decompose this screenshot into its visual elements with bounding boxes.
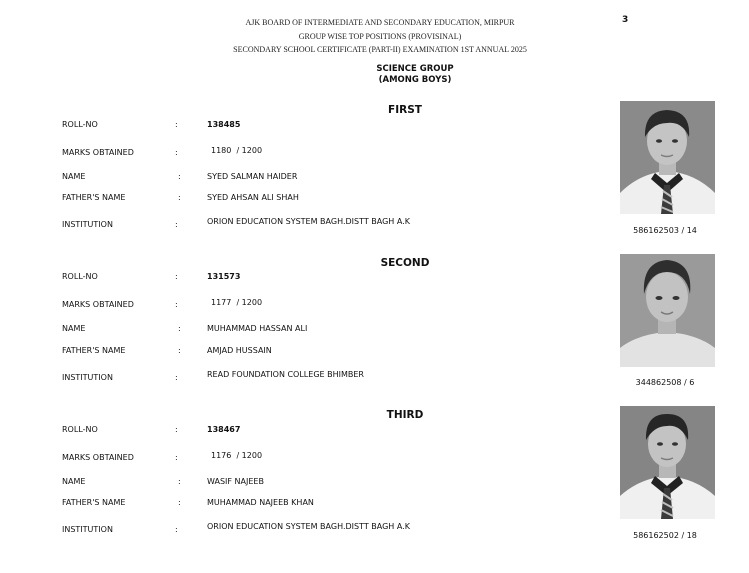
photo-caption: 586162503 / 14: [633, 226, 697, 235]
institution-value: ORION EDUCATION SYSTEM BAGH.DISTT BAGH A.K: [207, 522, 410, 531]
board-title: AJK BOARD OF INTERMEDIATE AND SECONDARY EDUCATION, MIRPUR: [245, 18, 515, 27]
position-title: FIRST: [388, 104, 422, 116]
student-photo: [620, 406, 715, 519]
roll-no-value: 138485: [207, 120, 241, 129]
separator-colon: :: [178, 324, 181, 333]
marks-value: 1180 / 1200: [211, 146, 263, 155]
marks-value: 1176 / 1200: [211, 451, 263, 460]
separator-colon: :: [175, 220, 178, 229]
institution-value: READ FOUNDATION COLLEGE BHIMBER: [207, 370, 364, 379]
roll-no-label: ROLL-NO: [62, 425, 98, 434]
group-title: SCIENCE GROUP: [376, 64, 454, 74]
marks-label: MARKS OBTAINED: [62, 453, 134, 462]
exam-title: SECONDARY SCHOOL CERTIFICATE (PART-II) EXAMINATION 1ST ANNUAL 2025: [233, 45, 527, 54]
student-photo: [620, 101, 715, 214]
separator-colon: :: [178, 172, 181, 181]
father-name-value: AMJAD HUSSAIN: [207, 346, 272, 355]
name-value: WASIF NAJEEB: [207, 477, 264, 486]
roll-no-value: 131573: [207, 272, 241, 281]
separator-colon: :: [175, 525, 178, 534]
name-value: SYED SALMAN HAIDER: [207, 172, 298, 181]
document-subtitle: GROUP WISE TOP POSITIONS (PROVISINAL): [298, 32, 462, 41]
roll-no-label: ROLL-NO: [62, 272, 98, 281]
separator-colon: :: [178, 498, 181, 507]
marks-value: 1177 / 1200: [211, 298, 263, 307]
group-subtitle: (AMONG BOYS): [378, 75, 452, 85]
separator-colon: :: [178, 477, 181, 486]
photo-caption: 586162502 / 18: [633, 531, 697, 540]
father-name-label: FATHER'S NAME: [62, 193, 126, 202]
separator-colon: :: [175, 148, 178, 157]
marks-label: MARKS OBTAINED: [62, 148, 134, 157]
separator-colon: :: [175, 272, 178, 281]
separator-colon: :: [178, 346, 181, 355]
name-value: MUHAMMAD HASSAN ALI: [207, 324, 308, 333]
institution-label: INSTITUTION: [62, 220, 113, 229]
separator-colon: :: [175, 425, 178, 434]
separator-colon: :: [175, 453, 178, 462]
institution-label: INSTITUTION: [62, 525, 113, 534]
father-name-value: MUHAMMAD NAJEEB KHAN: [207, 498, 314, 507]
marks-label: MARKS OBTAINED: [62, 300, 134, 309]
separator-colon: :: [175, 300, 178, 309]
father-name-label: FATHER'S NAME: [62, 498, 126, 507]
institution-value: ORION EDUCATION SYSTEM BAGH.DISTT BAGH A.K: [207, 217, 410, 226]
student-photo: [620, 254, 715, 367]
father-name-value: SYED AHSAN ALI SHAH: [207, 193, 299, 202]
separator-colon: :: [178, 193, 181, 202]
institution-label: INSTITUTION: [62, 373, 113, 382]
name-label: NAME: [62, 324, 86, 333]
name-label: NAME: [62, 477, 86, 486]
name-label: NAME: [62, 172, 86, 181]
position-title: SECOND: [380, 257, 430, 269]
separator-colon: :: [175, 120, 178, 129]
roll-no-label: ROLL-NO: [62, 120, 98, 129]
separator-colon: :: [175, 373, 178, 382]
photo-caption: 344862508 / 6: [635, 378, 695, 387]
page-number: 3: [622, 15, 629, 25]
father-name-label: FATHER'S NAME: [62, 346, 126, 355]
position-title: THIRD: [386, 409, 424, 421]
roll-no-value: 138467: [207, 425, 241, 434]
